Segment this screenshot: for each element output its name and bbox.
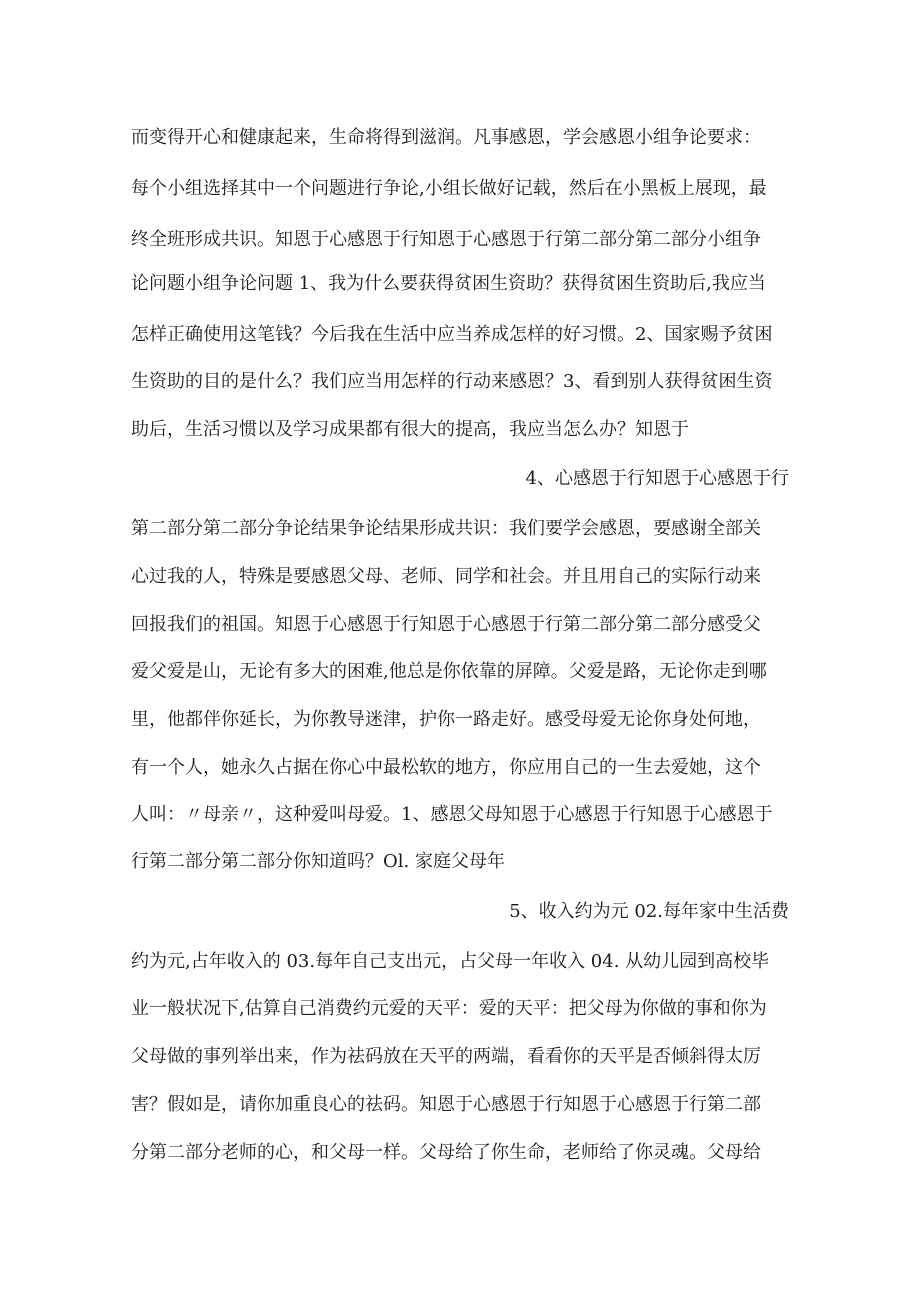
paragraph-line: 而变得开心和健康起来，生命将得到滋润。凡事感恩，学会感恩小组争论要求： [131,127,761,148]
paragraph-line: 业一般状况下,估算自己消费约元爱的天平：爱的天平：把父母为你做的事和你为 [131,998,767,1019]
paragraph-line: 第二部分第二部分争论结果争论结果形成共识：我们要学会感恩，要感谢全部关 [131,518,761,539]
paragraph-line: 分第二部分老师的心，和父母一样。父母给了你生命，老师给了你灵魂。父母给 [131,1142,761,1163]
paragraph-line: 每个小组选择其中一个问题进行争论,小组长做好记载，然后在小黑板上展现，最 [131,178,767,199]
paragraph-line: 论问题小组争论问题 1、我为什么要获得贫困生资助？获得贫困生资助后,我应当 [131,273,766,294]
paragraph-line: 助后，生活习惯以及学习成果都有很大的提高，我应当怎么办？知恩于 [131,419,689,440]
paragraph-line: 生资助的目的是什么？我们应当用怎样的行动来感恩？3、看到别人获得贫困生资 [131,371,773,392]
paragraph-line: 怎样正确使用这笔钱？今后我在生活中应当养成怎样的好习惯。2、国家赐予贫困 [131,324,773,345]
paragraph-line: 行第二部分第二部分你知道吗？Ol. 家庭父母年 [131,851,505,872]
paragraph-line: 回报我们的祖国。知恩于心感恩于行知恩于心感恩于行第二部分第二部分感受父 [131,614,761,635]
paragraph-line: 里，他都伴你延长，为你教导迷津，护你一路走好。感受母爱无论你身处何地， [131,709,761,730]
paragraph-line: 害？假如是，请你加重良心的祛码。知恩于心感恩于行知恩于心感恩于行第二部 [131,1094,761,1115]
paragraph-line: 约为元,占年收入的 03.每年自己支出元，占父母一年收入 04. 从幼儿园到高校毕 [131,951,770,972]
paragraph-line: 人叫：〃母亲〃，这种爱叫母爱。1、感恩父母知恩于心感恩于行知恩于心感恩于 [131,804,773,825]
paragraph-line: 心过我的人，特殊是要感恩父母、老师、同学和社会。并且用自己的实际行动来 [131,566,761,587]
paragraph-line: 父母做的事列举出来，作为祛码放在天平的两端，看看你的天平是否倾斜得太厉 [131,1046,761,1067]
paragraph-line: 有一个人，她永久占据在你心中最松软的地方，你应用自己的一生去爱她，这个 [131,757,761,778]
section-heading-4: 4、心感恩于行知恩于心感恩于行 [525,468,789,489]
paragraph-line: 终全班形成共识。知恩于心感恩于行知恩于心感恩于行第二部分第二部分小组争 [131,229,761,250]
paragraph-line: 爱父爱是山，无论有多大的困难,他总是你依靠的屏障。父爱是路，无论你走到哪 [131,661,767,682]
section-heading-5: 5、收入约为元 02.每年家中生活费 [509,901,789,922]
